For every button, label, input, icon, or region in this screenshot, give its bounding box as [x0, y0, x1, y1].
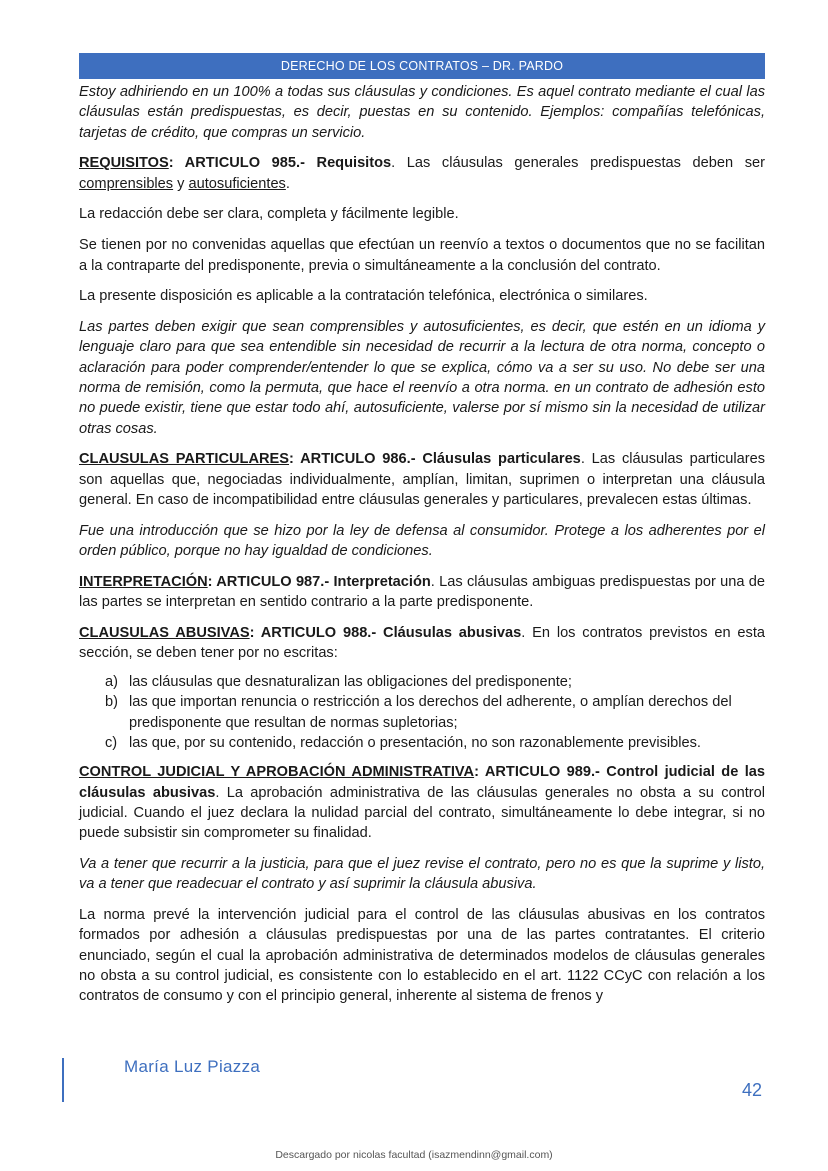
abusive-clauses-list	[79, 672, 765, 753]
list-item	[105, 733, 765, 753]
heading-colon: :	[289, 451, 301, 468]
underlined-term: autosuficientes	[188, 175, 286, 192]
intro-paragraph: Estoy adhiriendo en un 100% a todas sus cláusulas y condiciones. Es aquel contrato mediante el cual las cláusulas están predispuestas, es decir, puestas en su contenido. Ejemplos: compañías telefónicas, tarjetas de crédito, que compras un servicio.	[79, 84, 765, 141]
paragraph-text: . Las cláusulas generales predispuestas deben ser	[391, 155, 765, 172]
article-title: ARTICULO 987.- Interpretación	[216, 573, 431, 590]
paragraph-text: . En los contratos previstos en esta sección, se deben tener por no escritas:	[79, 625, 765, 662]
section-heading: REQUISITOS	[79, 155, 169, 172]
body-paragraph: Se tienen por no convenidas aquellas que efectúan un reenvío a textos o documentos que no se facilitan a la contraparte del predisponente, previa o simultáneamente a la conclusión del contrato.	[79, 237, 765, 274]
control-paragraph	[79, 762, 765, 843]
paragraph-text: y	[173, 175, 189, 192]
list-item-text: las que importan renuncia o restricción a los derechos del adherente, o amplían derechos del predisponente que resultan de normas supletorias;	[129, 694, 732, 731]
list-item	[105, 672, 765, 692]
body-paragraph: La presente disposición es aplicable a la contratación telefónica, electrónica o similares.	[79, 288, 648, 305]
particulares-paragraph	[79, 449, 765, 510]
body-paragraph: La norma prevé la intervención judicial para el control de las cláusulas abusivas en los contratos formados por adhesión a cláusulas predispuestas por una de las partes contratantes. El criterio enunciado, según el cual la aprobación administrativa de determinados modelos de cláusulas generales no obsta a su control judicial, es consistente con lo establecido en el art. 1122 CCyC con relación a los contratos de consumo y con el principio general, inherente al sistema de frenos y	[79, 907, 765, 1005]
article-title: ARTICULO 989.- Control judicial de las cláusulas abusivas	[79, 764, 766, 801]
heading-colon: :	[168, 155, 185, 172]
commentary-paragraph: Las partes deben exigir que sean comprensibles y autosuficientes, es decir, que estén en un idioma y lenguaje claro para que sea entendible sin necesidad de recurrir a la lectura de otra norma, concepto o aclaración para poder comprender/entender lo que se explica, cómo va a ser su uso. No debe ser una norma de remisión, como la permuta, que hace el reenvío a otra norma. en un contrato de adhesión esto no puede existir, tiene que estar todo ahí, autosuficiente, valerse por sí mismo sin la necesidad de utilizar otras cosas.	[79, 319, 765, 437]
list-item	[105, 692, 765, 733]
list-marker: a)	[105, 674, 118, 691]
article-title: ARTICULO 986.- Cláusulas particulares	[300, 451, 581, 468]
list-marker: b)	[105, 694, 118, 711]
footer-divider	[62, 1058, 64, 1102]
heading-colon: :	[474, 764, 485, 781]
download-notice: Descargado por nicolas facultad (isazmendinn@gmail.com)	[275, 1149, 553, 1161]
footer-author: María Luz Piazza	[124, 1057, 261, 1076]
paragraph-text: .	[285, 175, 290, 192]
document-body	[79, 82, 765, 1017]
article-title: ARTICULO 988.- Cláusulas abusivas	[260, 625, 522, 642]
page-number: 42	[742, 1080, 763, 1100]
requisitos-paragraph	[79, 153, 765, 194]
list-item-text: las que, por su contenido, redacción o presentación, no son razonablemente previsibles.	[129, 735, 701, 752]
paragraph-text: . Las cláusulas particulares son aquellas que, negociadas individualmente, amplían, limitan, suprimen o interpretan una cláusula general. En caso de incompatibilidad entre cláusulas generales y particulares, prevalecen estas últimas.	[79, 451, 766, 509]
body-paragraph: La redacción debe ser clara, completa y fácilmente legible.	[79, 206, 459, 223]
section-heading: INTERPRETACIÓN	[79, 573, 208, 590]
article-title: ARTICULO 985.- Requisitos	[184, 155, 392, 172]
underlined-term: comprensibles	[79, 175, 174, 192]
abusivas-paragraph	[79, 623, 765, 664]
commentary-paragraph: Fue una introducción que se hizo por la ley de defensa al consumidor. Protege a los adherentes por el orden público, porque no hay igualdad de condiciones.	[79, 522, 765, 560]
page-header: DERECHO DE LOS CONTRATOS – DR. PARDO	[79, 53, 765, 79]
section-heading: CONTROL JUDICIAL Y APROBACIÓN ADMINISTRATIVA	[79, 764, 475, 781]
heading-colon: :	[249, 625, 261, 642]
section-heading: CLAUSULAS ABUSIVAS	[79, 625, 250, 642]
heading-colon: :	[207, 573, 217, 590]
interpretacion-paragraph	[79, 572, 765, 613]
section-heading: CLAUSULAS PARTICULARES	[79, 451, 290, 468]
commentary-paragraph: Va a tener que recurrir a la justicia, para que el juez revise el contrato, pero no es que la suprime y listo, va a tener que readecuar el contrato y así suprimir la cláusula abusiva.	[79, 856, 765, 893]
list-item-text: las cláusulas que desnaturalizan las obligaciones del predisponente;	[129, 674, 572, 691]
paragraph-text: . Las cláusulas ambiguas predispuestas por una de las partes se interpretan en sentido contrario a la parte predisponente.	[79, 573, 766, 611]
list-marker: c)	[105, 735, 118, 752]
paragraph-text: . La aprobación administrativa de las cláusulas generales no obsta a su control judicial. Cuando el juez declara la nulidad parcial del contrato, simultáneamente lo debe integrar, si no puede subsistir sin comprometer su finalidad.	[79, 784, 765, 842]
